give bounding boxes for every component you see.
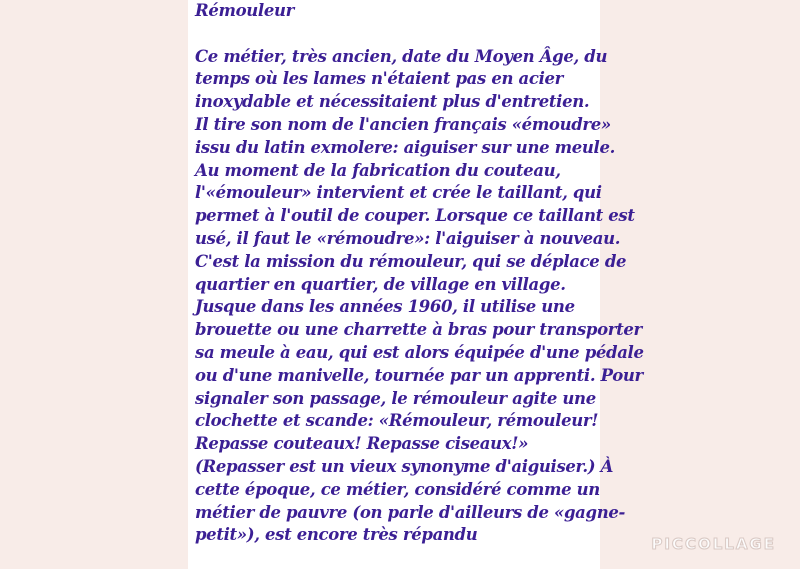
text-line: brouette ou une charrette à bras pour transporter <box>195 320 642 340</box>
blank-line <box>195 23 595 46</box>
text-line: Repasse couteaux! Repasse ciseaux!» <box>195 434 529 454</box>
text-line: Au moment de la fabrication du couteau, <box>195 160 561 180</box>
text-line: métier de pauvre (on parle d'ailleurs de «gagne- <box>195 502 625 522</box>
text-line: permet à l'outil de couper. Lorsque ce taillant est <box>195 206 635 226</box>
text-line: temps où les lames n'étaient pas en acier <box>195 69 563 89</box>
text-line: sa meule à eau, qui est alors équipée d'une pédale <box>195 342 644 362</box>
text-line: inoxydable et nécessitaient plus d'entretien. <box>195 92 590 112</box>
text-line: usé, il faut le «rémoudre»: l'aiguiser à nouveau. <box>195 228 621 248</box>
text-line: clochette et scande: «Rémouleur, rémouleur! <box>195 411 599 431</box>
text-line: Il tire son nom de l'ancien français «émoudre» <box>195 114 611 134</box>
text-line: cette époque, ce métier, considéré comme un <box>195 479 600 499</box>
text-line: signaler son passage, le rémouleur agite une <box>195 388 596 408</box>
text-line: petit»), est encore très répandu <box>195 525 478 545</box>
piccollage-watermark: PICCOLLAGE <box>651 535 776 553</box>
text-line: C'est la mission du rémouleur, qui se déplace de <box>195 251 627 271</box>
document-text <box>195 0 644 547</box>
text-line: ou d'une manivelle, tournée par un apprenti. Pour <box>195 365 643 385</box>
text-line: issu du latin exmolere: aiguiser sur une meule. <box>195 137 616 157</box>
text-line: Ce métier, très ancien, date du Moyen Âge, du <box>195 46 608 66</box>
text-line: l'«émouleur» intervient et crée le taillant, qui <box>195 183 602 203</box>
text-line: quartier en quartier, de village en village. <box>195 274 566 294</box>
text-line: (Repasser est un vieux synonyme d'aiguiser.) À <box>195 456 614 476</box>
document-title: Rémouleur <box>195 1 294 20</box>
text-line: Jusque dans les années 1960, il utilise une <box>195 297 575 317</box>
